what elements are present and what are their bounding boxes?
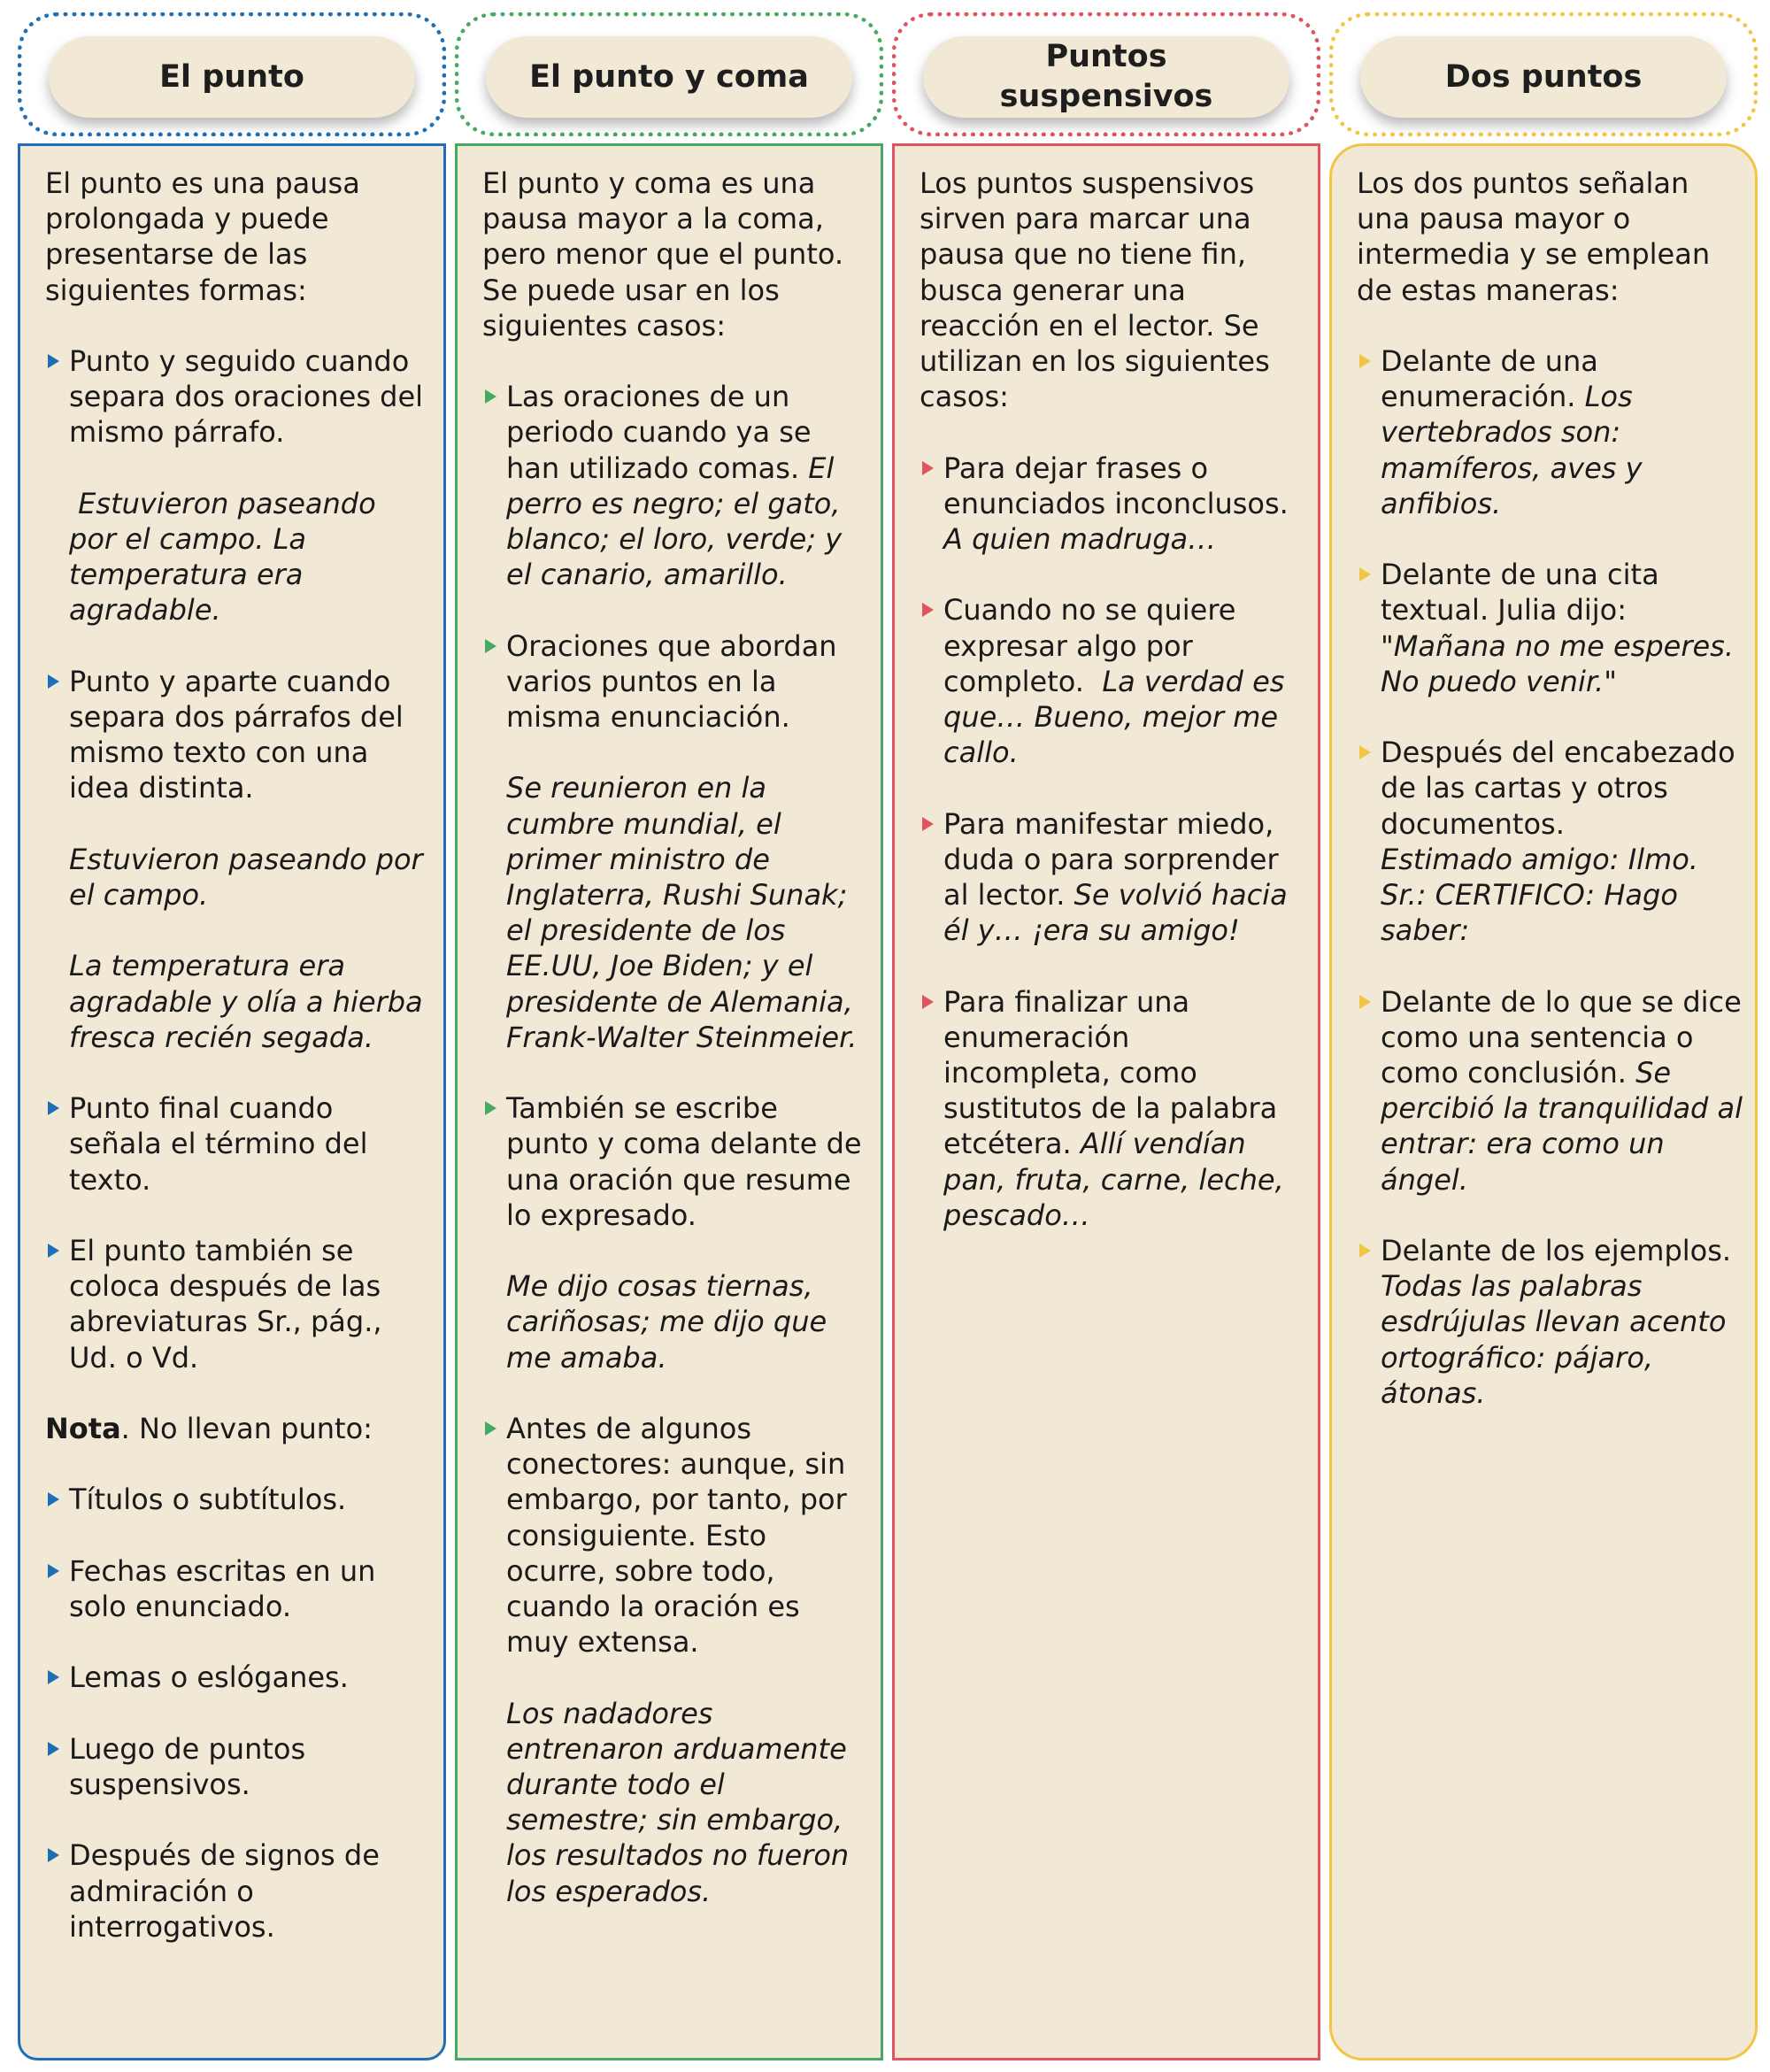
bullet-icon (485, 1101, 496, 1115)
list-item (482, 1090, 868, 1375)
item-text: Para dejar frases o enunciados inconclusos. (943, 451, 1289, 520)
bullet-icon (48, 674, 59, 689)
column-title: El punto (49, 36, 415, 118)
item-example: Me dijo cosas tiernas, cariñosas; me dijo que me amaba. (506, 1269, 827, 1375)
bullet-icon (48, 1101, 59, 1115)
item-inline-example: Se percibió la tranquilidad al entrar: era como un ángel. (1381, 1056, 1743, 1197)
header-frame (18, 12, 446, 136)
bullet-icon (1359, 567, 1371, 582)
column-title: Puntos suspensivos (923, 36, 1289, 118)
item-text: Punto y seguido cuando separa dos oraciones del mismo párrafo. (69, 344, 424, 450)
content-panel (1329, 143, 1758, 2060)
item-text (1381, 557, 1748, 699)
item-text (943, 984, 1305, 1233)
content-panel (18, 143, 446, 2060)
bullet-icon (1359, 354, 1371, 368)
bullet-icon (48, 1244, 59, 1258)
bullet-icon (48, 1564, 59, 1578)
item-text-main: Cuando no se quiere expresar algo por completo. (943, 593, 1245, 698)
item-inline-example: La verdad es que… Bueno, mejor me callo. (943, 664, 1285, 770)
list-item (45, 664, 431, 1055)
list-item (1357, 557, 1748, 699)
list-item (920, 451, 1305, 558)
item-text (1381, 984, 1751, 1198)
item-text-main: Para manifestar miedo, duda o para sorprender al lector. (943, 806, 1288, 913)
bullet-icon (922, 817, 934, 831)
item-text: Oraciones que abordan varios puntos en la misma enunciación. (506, 628, 837, 735)
column-el-punto (18, 0, 446, 2072)
bullet-icon (485, 389, 496, 404)
bullet-icon (485, 639, 496, 653)
list-item (482, 1411, 868, 1909)
note-label: Nota (45, 1411, 121, 1445)
list-item (45, 1233, 431, 1375)
content-panel (455, 143, 883, 2060)
column-title: El punto y coma (486, 36, 852, 118)
item-text: El punto también se coloca después de las abreviaturas Sr., pág., Ud. o Vd. (69, 1233, 382, 1375)
item-text: Punto final cuando señala el término del texto. (69, 1091, 368, 1197)
item-text (943, 592, 1305, 770)
column-dos-puntos (1329, 0, 1758, 2072)
list-item (920, 806, 1305, 949)
bullet-icon (922, 995, 934, 1009)
intro-text: Los puntos suspensivos sirven para marcar una pausa que no tiene fin, busca generar una reacción en el lector. Se utilizan en los siguientes casos: (920, 166, 1270, 414)
list-item (482, 628, 868, 1055)
item-text: Después del encabezado de las cartas y otros documentos. (1381, 736, 1735, 841)
bullet-icon (485, 1421, 496, 1436)
item-text-main: Para finalizar una enumeración incompleta, como sustitutos de la palabra etcétera. (943, 984, 1287, 1161)
item-text (943, 806, 1305, 949)
item-inline-example: "Mañana no me esperes. No puedo venir." (1381, 628, 1734, 698)
content-panel (892, 143, 1320, 2060)
list-item (1357, 735, 1748, 948)
item-inline-example: Allí vendían pan, fruta, carne, leche, pescado… (943, 1127, 1284, 1232)
note (45, 1411, 431, 1446)
item-text: Luego de puntos suspensivos. (69, 1731, 306, 1801)
item-example: Estimado amigo: Ilmo. Sr.: CERTIFICO: Hago saber: (1381, 842, 1698, 948)
list-item (920, 984, 1305, 1233)
list-item (45, 343, 431, 628)
bullet-icon (48, 1742, 59, 1756)
intro-text: Los dos puntos señalan una pausa mayor o intermedia y se emplean de estas maneras: (1357, 166, 1711, 307)
item-inline-example: Se volvió hacia él y… ¡era su amigo! (943, 878, 1288, 948)
item-text-main: Delante de los ejemplos. (1381, 1234, 1741, 1268)
item-text: Lemas o eslóganes. (69, 1660, 349, 1695)
bullet-icon (1359, 995, 1371, 1009)
item-inline-example: Todas las palabras esdrújulas llevan acento ortográfico: pájaro, átonas. (1381, 1269, 1727, 1410)
header-frame (455, 12, 883, 136)
column-title: Dos puntos (1360, 36, 1727, 118)
list-item (1357, 343, 1748, 521)
bullet-icon (48, 1670, 59, 1684)
column-punto-y-coma (455, 0, 883, 2072)
list-item (482, 379, 868, 592)
bullet-icon (922, 603, 934, 617)
item-text: Punto y aparte cuando separa dos párrafos del mismo texto con una idea distinta. (69, 664, 404, 805)
item-inline-example: El perro es negro; el gato, blanco; el loro, verde; y el canario, amarillo. (506, 451, 843, 592)
bullet-icon (48, 1492, 59, 1506)
note-item (45, 1553, 431, 1624)
bullet-icon (1359, 1244, 1371, 1258)
column-puntos-suspensivos (892, 0, 1320, 2072)
item-text-main: Delante de una cita textual. Julia dijo: (1381, 558, 1668, 628)
item-example: Estuvieron paseando por el campo. La temperatura era agradable. (69, 486, 385, 628)
item-text: Después de signos de admiración o interrogativos. (69, 1838, 380, 1944)
bullet-icon (48, 1848, 59, 1862)
bullet-icon (922, 461, 934, 475)
item-text: También se escribe punto y coma delante de una oración que resume lo expresado. (506, 1091, 862, 1232)
item-text: Fechas escritas en un solo enunciado. (69, 1553, 376, 1623)
item-text (1381, 343, 1748, 521)
header-frame (892, 12, 1320, 136)
bullet-icon (48, 354, 59, 368)
item-text: Títulos o subtítulos. (69, 1483, 347, 1517)
list-item (1357, 1233, 1748, 1411)
bullet-icon (1359, 745, 1371, 759)
item-text-main: Delante de lo que se dice como una sentencia o como conclusión. (1381, 984, 1751, 1090)
item-example: Estuvieron paseando por el campo. (69, 842, 423, 912)
note-item (45, 1837, 431, 1945)
item-example: A quien madruga… (943, 522, 1217, 557)
item-text-main: Delante de una enumeración. (1381, 344, 1608, 414)
item-text (506, 379, 868, 592)
item-example: Se reunieron en la cumbre mundial, el primer ministro de Inglaterra, Rushi Sunak; el presidente de los EE.UU, Joe Biden; y el presidente de Alemania, Frank-Walter Steinmeier. (506, 771, 858, 1054)
item-example: La temperatura era agradable y olía a hierba fresca recién segada. (69, 949, 423, 1054)
list-item (45, 1090, 431, 1198)
intro-text: El punto es una pausa prolongada y puede presentarse de las siguientes formas: (45, 166, 360, 307)
note-text: . No llevan punto: (120, 1411, 373, 1445)
item-example: Los nadadores entrenaron arduamente durante todo el semestre; sin embargo, los resultados no fueron los esperados. (506, 1696, 850, 1908)
item-text (1381, 1233, 1748, 1411)
item-text: Antes de algunos conectores: aunque, sin embargo, por tanto, por consiguiente. Esto ocurre, sobre todo, cuando la oración es muy extensa. (506, 1412, 847, 1660)
list-item (920, 592, 1305, 770)
intro-text: El punto y coma es una pausa mayor a la coma, pero menor que el punto. Se puede usar en los siguientes casos: (482, 166, 844, 343)
list-item (1357, 984, 1751, 1198)
note-item (45, 1482, 431, 1517)
header-frame (1329, 12, 1758, 136)
note-item (45, 1660, 431, 1695)
item-inline-example: Los vertebrados son: mamíferos, aves y anfibios. (1381, 380, 1643, 520)
note-item (45, 1731, 431, 1802)
item-text-main: Las oraciones de un periodo cuando ya se han utilizado comas. (506, 380, 820, 485)
